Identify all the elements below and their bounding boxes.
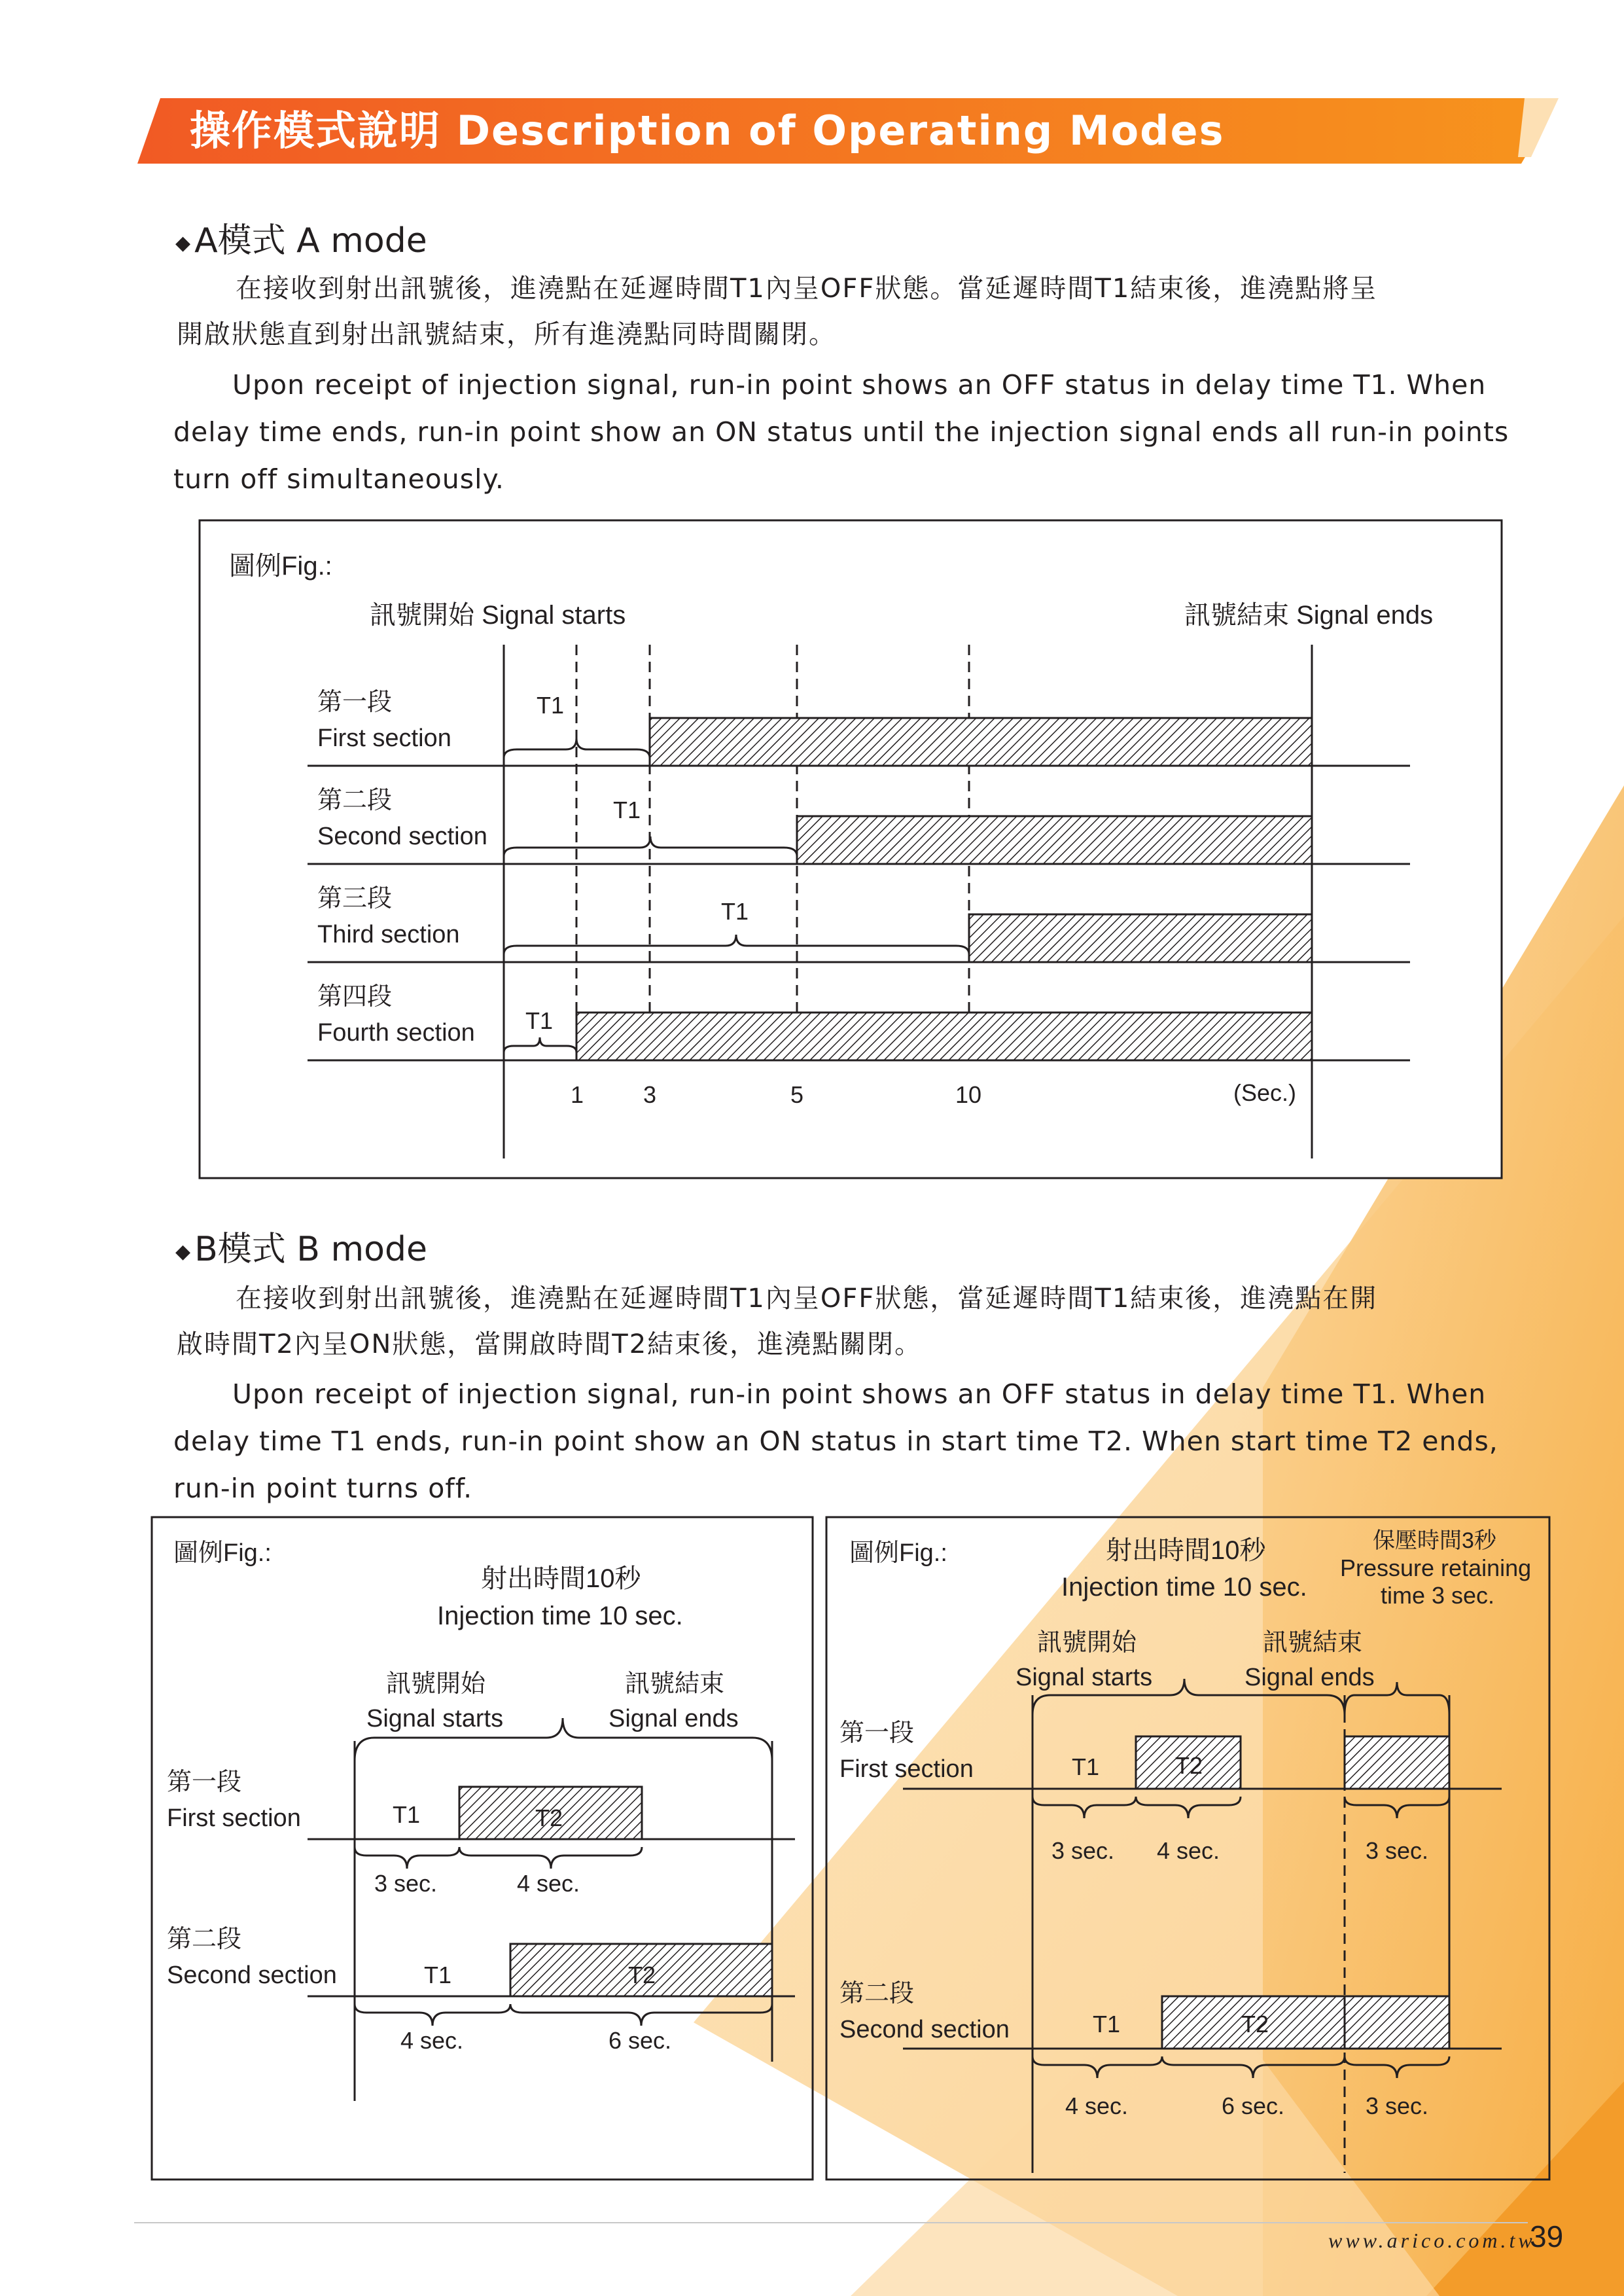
section-1-t1-duration: 3 sec. [1051, 1837, 1115, 1864]
section-4-t1-label: T1 [525, 1007, 554, 1034]
section-1-t1-label: T1 [1072, 1753, 1100, 1780]
time-unit-label: (Sec.) [1233, 1079, 1297, 1106]
section-1-pressure-duration: 3 sec. [1366, 1837, 1429, 1864]
section-2-t1-duration: 4 sec. [400, 2027, 464, 2054]
section-2-t2-label: T2 [1241, 2011, 1269, 2037]
injection-time-zh: 射出時間10秒 [481, 1564, 641, 1593]
tick-label-10: 10 [955, 1081, 982, 1108]
footer-divider [134, 2222, 1528, 2223]
section-1-t2-duration: 4 sec. [517, 1870, 580, 1897]
section-1-zh: 第一段 [317, 689, 393, 716]
signal-starts-en: Signal starts [366, 1705, 504, 1732]
section-4-en: Fourth section [317, 1019, 475, 1047]
mode-a-heading: ◆ A模式 A mode [175, 221, 427, 260]
section-2-t2-label: T2 [628, 1962, 656, 1988]
section-1-t2-duration: 4 sec. [1157, 1837, 1220, 1864]
footer-url[interactable]: www.arico.com.tw [1328, 2229, 1536, 2252]
mode-b-heading: ◆ B模式 B mode [175, 1230, 427, 1269]
section-2-en: Second section [839, 2016, 1010, 2043]
signal-starts-zh: 訊號開始 [386, 1670, 486, 1698]
section-1-en: First section [317, 725, 451, 752]
section-2-t1-brace [1033, 2056, 1162, 2078]
section-1-t1-label: T1 [537, 692, 565, 719]
figure-b-left-label: 圖例Fig.: [173, 1539, 272, 1567]
diamond-bullet-icon: ◆ [175, 231, 191, 255]
page-number: 39 [1530, 2219, 1564, 2253]
mode-b-zh-line2: 啟時間T2內呈ON狀態，當開啟時間T2結束後，進澆點關閉。 [177, 1329, 923, 1359]
section-1-pressure-bar [1345, 1736, 1449, 1789]
page-title: 操作模式說明 Description of Operating Modes [190, 107, 1225, 154]
pressure-time-en-line1: Pressure retaining [1340, 1554, 1532, 1581]
mode-b-en-line2: delay time T1 ends, run-in point show an ON status in start time T2. When start time T2 ends, [173, 1426, 1498, 1457]
signal-ends-en: Signal ends [1244, 1664, 1375, 1691]
signal-ends-zh: 訊號結束 [625, 1670, 725, 1698]
section-2-zh: 第二段 [839, 1980, 915, 2007]
section-3-t1-label: T1 [721, 898, 749, 925]
mode-b-zh-line1: 在接收到射出訊號後，進澆點在延遲時間T1內呈OFF狀態，當延遲時間T1結束後，進澆點在開 [236, 1283, 1378, 1314]
section-2-t1-label: T1 [1093, 2011, 1121, 2037]
pressure-time-zh: 保壓時間3秒 [1373, 1528, 1496, 1553]
figure-b-right-label: 圖例Fig.: [849, 1539, 947, 1567]
section-1-en: First section [839, 1755, 974, 1783]
section-4-zh: 第四段 [317, 983, 393, 1011]
tick-label-3: 3 [643, 1081, 657, 1108]
signal-ends-zh: 訊號結束 [1263, 1629, 1363, 1657]
section-1-zh: 第一段 [167, 1768, 242, 1796]
signal-starts-zh: 訊號開始 [1037, 1629, 1137, 1657]
section-3-en: Third section [317, 921, 460, 948]
mode-a-en-line2: delay time ends, run-in point show an ON status until the injection signal ends all run-in points [173, 416, 1509, 448]
mode-b-en-line3: run-in point turns off. [173, 1473, 473, 1504]
section-2-pressure-brace [1345, 2056, 1449, 2078]
signal-starts-en: Signal starts [1015, 1664, 1153, 1691]
figure-a-signal-ends: 訊號結束 Signal ends [1184, 601, 1434, 630]
section-2-t1-label: T1 [613, 797, 641, 823]
section-1-t2-label: T2 [535, 1804, 563, 1831]
figure-a-signal-starts: 訊號開始 Signal starts [370, 601, 626, 630]
injection-time-zh: 射出時間10秒 [1106, 1536, 1266, 1565]
diamond-bullet-icon: ◆ [175, 1240, 191, 1263]
section-1-t2-brace [1136, 1797, 1241, 1818]
section-2-pressure-duration: 3 sec. [1366, 2092, 1429, 2119]
mode-a-zh-line2: 開啟狀態直到射出訊號結束，所有進澆點同時間關閉。 [177, 319, 836, 350]
section-2-pressure-bar [1345, 1996, 1449, 2049]
section-2-t2-brace [1162, 2056, 1345, 2078]
section-3-zh: 第三段 [317, 885, 393, 912]
pressure-time-en-line2: time 3 sec. [1381, 1582, 1495, 1609]
section-2-en: Second section [167, 1962, 337, 1989]
section-2-t1-label: T1 [424, 1962, 452, 1988]
mode-b-en-line1: Upon receipt of injection signal, run-in point shows an OFF status in delay time T1. When [232, 1378, 1487, 1410]
tick-label-5: 5 [790, 1081, 804, 1108]
section-2-en: Second section [317, 823, 487, 850]
mode-a-zh-line1: 在接收到射出訊號後，進澆點在延遲時間T1內呈OFF狀態。當延遲時間T1結束後，進澆點將呈 [236, 274, 1378, 304]
section-1-t2-label: T2 [1175, 1752, 1203, 1779]
section-1-t1-duration: 3 sec. [374, 1870, 438, 1897]
figure-a-label: 圖例Fig.: [229, 552, 332, 581]
section-2-t2-duration: 6 sec. [1222, 2092, 1285, 2119]
signal-ends-en: Signal ends [609, 1705, 739, 1732]
section-1-en: First section [167, 1804, 301, 1832]
section-2-t1-duration: 4 sec. [1065, 2092, 1129, 2119]
section-1-pressure-brace [1345, 1797, 1449, 1818]
tick-label-1: 1 [571, 1081, 584, 1108]
mode-a-en-line3: turn off simultaneously. [173, 463, 504, 495]
injection-time-en: Injection time 10 sec. [437, 1602, 683, 1630]
mode-a-en-line1: Upon receipt of injection signal, run-in point shows an OFF status in delay time T1. When [232, 369, 1487, 401]
section-1-zh: 第一段 [839, 1719, 915, 1747]
section-2-zh: 第二段 [317, 787, 393, 814]
section-1-t1-brace [1033, 1797, 1136, 1818]
injection-time-en: Injection time 10 sec. [1061, 1573, 1307, 1602]
section-1-t1-label: T1 [393, 1801, 421, 1828]
section-2-zh: 第二段 [167, 1926, 242, 1953]
section-2-t2-duration: 6 sec. [609, 2027, 672, 2054]
